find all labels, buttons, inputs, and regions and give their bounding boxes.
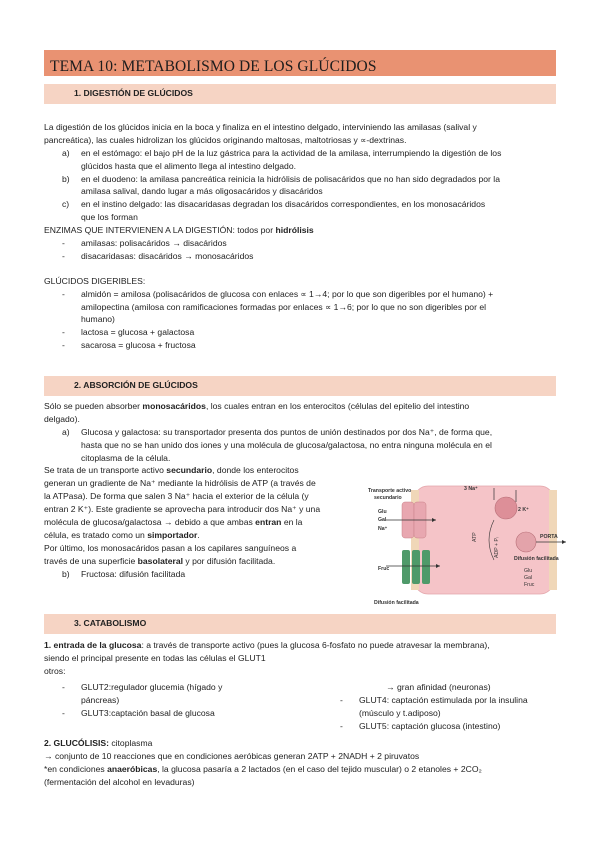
label-fruc: Fruc: [378, 566, 390, 572]
transporte-bold: basolateral: [137, 555, 184, 566]
label-difusion-bottom: Difusión facilitada: [374, 600, 419, 606]
glut-item: [322, 720, 556, 733]
entrada-glucosa-text: : a través de transporte activo (pues la glucosa 6-fosfato no puede atravesar la membrana),: [141, 640, 490, 650]
transporte-text-2: .: [197, 529, 200, 540]
section-title-catabolismo: 3. CATABOLISMO: [74, 618, 147, 628]
dash: -: [62, 682, 65, 692]
digestion-item-a: [44, 147, 556, 160]
absorcion-item-b-text: Fructosa: difusión facilitada: [81, 568, 186, 579]
transporte-text-2: , donde los enterocitos: [212, 465, 299, 476]
absorcion-item-a-text: Glucosa y galactosa: su transportador presenta dos puntos de unión destinados por dos Na⁺, de forma que,: [81, 426, 493, 437]
transporte-bold: entran: [255, 517, 282, 528]
enzima-item: [44, 250, 556, 263]
dash: -: [340, 694, 343, 705]
digerible-item: [44, 339, 556, 352]
transporte-line: [44, 464, 556, 477]
label-atp: ATP: [472, 532, 478, 542]
digestion-item-c: [44, 198, 556, 211]
digerible-item-text: almidón = amilosa (polisacáridos de glucosa con enlaces ∝ 1→4; por lo que son digeribles por el humano) +: [81, 288, 494, 299]
digeribles-heading: GLÚCIDOS DIGERIBLES:: [44, 275, 146, 286]
absorcion-intro-text-2: , los cuales entran en los enterocitos (células del epitelio del intestino: [205, 401, 470, 411]
transporte-text-2: y por difusión facilitada.: [183, 555, 276, 566]
transporte-text: molécula de glucosa/galactosa → debido a que ambas: [44, 517, 256, 528]
digestion-intro-2: pancreática), las cuales hidrolizan los glúcidos originando maltosas, maltotriosas y ∝-dextrinas.: [44, 134, 407, 145]
absorcion-item-a: [44, 426, 556, 439]
enzimas-heading: [44, 224, 556, 237]
section-title-digestion: 1. DIGESTIÓN DE GLÚCIDOS: [74, 88, 193, 98]
label-transporte: Transporte activo: [368, 488, 412, 494]
item-label: c): [62, 199, 70, 210]
transport-diagram-svg: [366, 480, 578, 608]
transporte-bold: secundario: [166, 465, 213, 476]
label-adp: ADP + Pᵢ: [494, 537, 500, 558]
item-label: b): [62, 173, 70, 184]
glut2-transporter: [516, 532, 536, 552]
entrada-glucosa-cont: siendo el principal presente en todas las células el GLUT1: [44, 652, 266, 663]
digestion-item-a-cont: glúcidos hasta que el alimento llega al intestino delgado.: [81, 160, 296, 171]
na-k-atpase: [495, 497, 517, 519]
digestion-item-b-cont: amilasa salival, dando lugar a más oligosacáridos y disacáridos: [81, 186, 323, 197]
digestion-item-b: [44, 173, 556, 186]
transporte-text-2: en la: [281, 517, 303, 528]
label-glu: Glu: [378, 509, 387, 515]
label-gal: Gal: [378, 517, 387, 523]
glut-list: [44, 681, 556, 733]
glucolisis-block: [44, 737, 556, 789]
glut-item-cont: (músculo y t.adiposo): [359, 707, 441, 718]
absorcion-intro-bold: monosacáridos: [142, 401, 206, 411]
label-2k: 2 K⁺: [518, 507, 529, 513]
enzima-item-text: disacaridasas: disacáridos → monosacáridos: [81, 250, 254, 261]
glut-col-right: [322, 681, 556, 733]
glut-col-left: [44, 681, 344, 720]
digerible-item: [44, 288, 556, 301]
item-label: a): [62, 426, 70, 437]
label-r-gal: Gal: [524, 575, 533, 581]
label-secundario: secundario: [374, 495, 402, 501]
arrow-head: [562, 540, 566, 544]
glut-item: [322, 694, 556, 707]
dash: -: [62, 340, 65, 351]
enzimas-heading-bold: hidrólisis: [275, 225, 314, 236]
absorcion-intro-text: Sólo se pueden absorber: [44, 401, 143, 411]
transporte-text: célula, es tratado como un: [44, 529, 148, 540]
label-r-glu: Glu: [524, 568, 533, 574]
digestion-item-b-text: en el duodeno: la amilasa pancreática reinicia la hidrólisis de polisacáridos que no han sido degradados por la: [81, 173, 500, 184]
glucolisis-heading: [44, 737, 556, 750]
enzima-item: [44, 237, 556, 250]
glut-item: [44, 681, 344, 694]
glucolisis-line-3: (fermentación del alcohol en levaduras): [44, 776, 195, 787]
transporte-text: Se trata de un transporte activo: [44, 465, 167, 476]
label-porta: PORTA: [540, 534, 558, 540]
digestion-intro-1: La digestión de los glúcidos inicia en la boca y finaliza en el intestino delgado, interviniendo las amilasas (salival y: [44, 122, 477, 132]
glucolisis-text: citoplasma: [108, 738, 153, 748]
digerible-item-text: sacarosa = glucosa + fructosa: [81, 340, 196, 351]
otros-label: otros:: [44, 665, 66, 676]
glut-item-cont: páncreas): [81, 694, 120, 705]
label-r-fruc: Fruc: [524, 582, 535, 588]
entrada-glucosa-bold: 1. entrada de la glucosa: [44, 640, 142, 650]
glut5-transporter: [402, 550, 410, 584]
absorcion-item-a-cont: citoplasma de la célula.: [81, 452, 171, 463]
digerible-item: [44, 326, 556, 339]
glucolisis-bold: 2. GLUCÓLISIS:: [44, 738, 109, 748]
glut-item: [44, 707, 344, 720]
glut3-text: GLUT3:captación basal de glucosa: [81, 707, 215, 718]
glut1-affinity: → gran afinidad (neuronas): [386, 682, 491, 692]
digestion-item-a-text: en el estómago: el bajo pH de la luz gástrica para la actividad de la amilasa, interrumpiendo la digestión de los: [81, 147, 502, 158]
digestion-item-c-cont: que los forman: [81, 212, 138, 223]
enzima-item-text: amilasas: polisacáridos → disacáridos: [81, 238, 227, 249]
glut4-text: GLUT4: captación estimulada por la insulina: [359, 694, 528, 705]
section-header-digestion: [44, 84, 556, 104]
glut5-transporter-third: [422, 550, 430, 584]
transporte-bold: simportador: [147, 529, 198, 540]
transporte-line: Por último, los monosacáridos pasan a los capilares sanguíneos a: [44, 542, 297, 553]
digerible-item-text: lactosa = glucosa + galactosa: [81, 327, 195, 338]
absorcion-intro-cont: delgado).: [44, 413, 80, 424]
catabolismo-block: [44, 639, 556, 678]
transport-diagram: [366, 480, 578, 608]
section-header-catabolismo: [44, 614, 556, 634]
glucolisis-line-2: [44, 763, 556, 776]
title-banner: [44, 50, 556, 76]
enzimas-heading-text: ENZIMAS QUE INTERVIENEN A LA DIGESTIÓN: todos por: [44, 225, 276, 236]
glucolisis-line-1: → conjunto de 10 reacciones que en condiciones aeróbicas generan 2ATP + 2NADH + 2 piruvatos: [44, 750, 420, 761]
dash: -: [62, 327, 65, 338]
digerible-item-cont: amilopectina (amilosa con ramificaciones formadas por enlaces ∝ 1→6; por lo que no son digeribles por el: [81, 301, 487, 312]
absorcion-item-a-cont: hasta que no se han unido dos iones y una molécula de glucosa/galactosa, no entra ninguna molécula en el: [81, 439, 492, 450]
absorcion-intro: [44, 400, 556, 413]
item-label: a): [62, 147, 70, 158]
digestion-item-c-text: en el instino delgado: las disacaridasas degradan los disacáridos correspondientes, en los monosacáridos: [81, 199, 486, 210]
basolateral-membrane: [549, 490, 557, 590]
digestion-block: [44, 121, 556, 352]
section-header-absorcion: [44, 376, 556, 396]
section-title-absorcion: 2. ABSORCIÓN DE GLÚCIDOS: [74, 380, 198, 390]
label-3na: 3 Na⁺: [464, 486, 478, 492]
glucolisis-anaerobic-bold: anaeróbicas: [107, 763, 158, 774]
dash: -: [340, 720, 343, 731]
label-difusion-right: Difusión facilitada: [514, 556, 559, 562]
glut5-text: GLUT5: captación glucosa (intestino): [359, 720, 501, 731]
dash: -: [62, 238, 65, 249]
glucolisis-text-pre: *en condiciones: [44, 763, 108, 774]
transporte-text: través de una superficie: [44, 555, 138, 566]
digerible-item-cont: humano): [81, 314, 115, 325]
entrada-glucosa-line: [44, 639, 556, 652]
glut2-text: GLUT2:regulador glucemia (hígado y: [81, 682, 223, 692]
label-na: Na⁺: [378, 526, 388, 532]
transporte-line: generan un gradiente de Na⁺ mediante la hidrólisis de ATP (a través de: [44, 478, 316, 489]
dash: -: [62, 288, 65, 299]
spacer: [44, 263, 556, 275]
transporte-line: entran 2 K⁺). Este gradiente se aprovecha para introducir dos Na⁺ y una: [44, 504, 321, 515]
glut5-transporter-half: [412, 550, 420, 584]
dash: -: [62, 250, 65, 261]
glucolisis-text-post: , la glucosa pasaría a 2 lactados (en el caso del tejido muscular) o 2 etanoles + 2CO₂: [157, 763, 482, 774]
page-title: TEMA 10: METABOLISMO DE LOS GLÚCIDOS: [50, 58, 377, 75]
item-label: b): [62, 568, 70, 579]
transporte-line: la ATPasa). De forma que salen 3 Na⁺ hacia el exterior de la célula (y: [44, 491, 309, 502]
dash: -: [62, 707, 65, 718]
